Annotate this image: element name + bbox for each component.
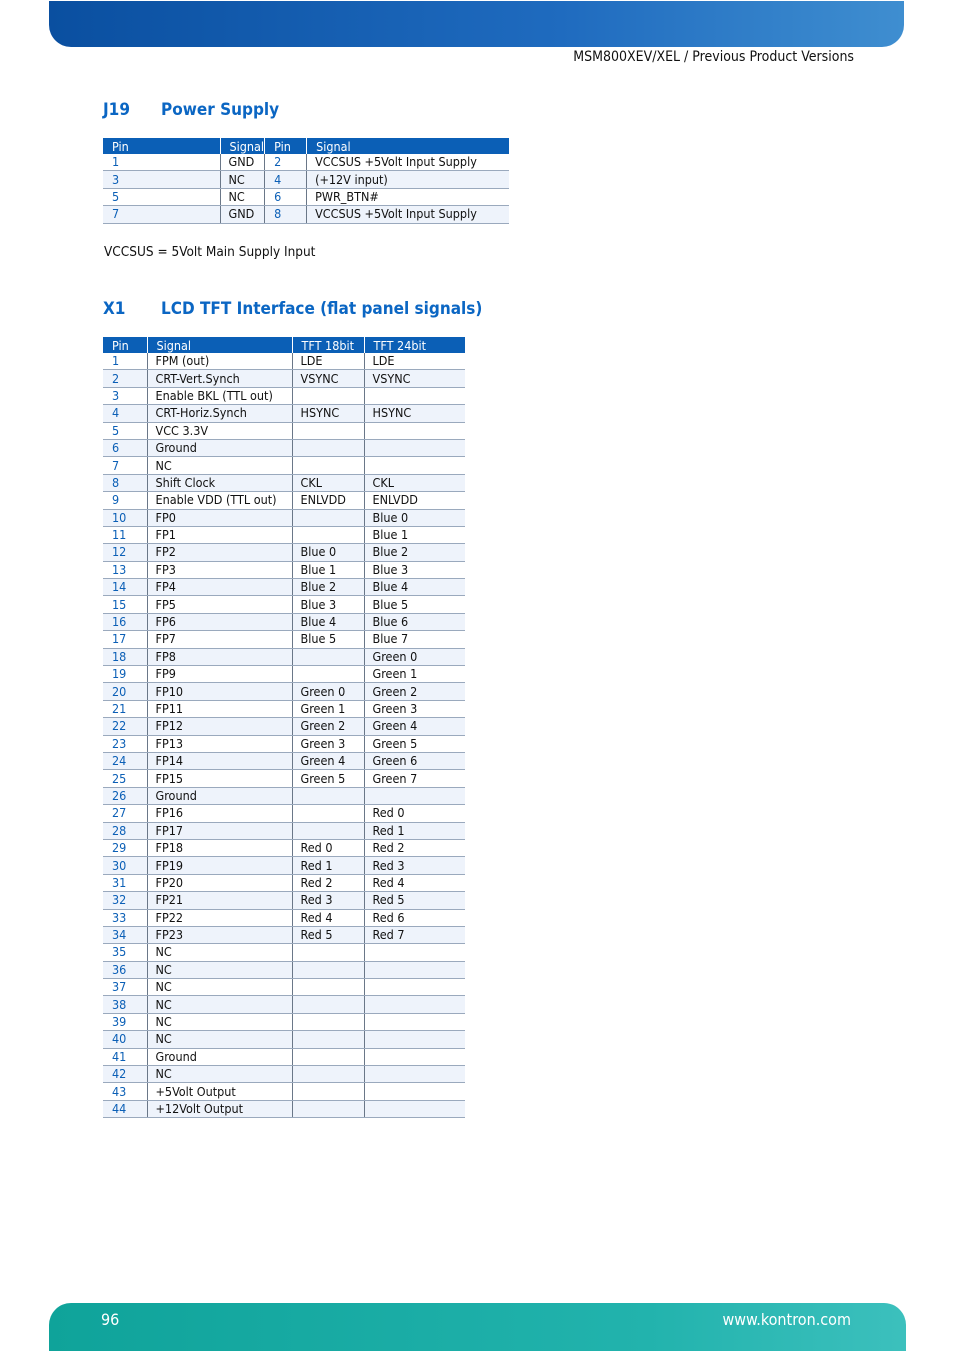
header-bar — [49, 1, 904, 47]
column-header: Signal — [307, 138, 509, 154]
signal-cell: FP9 — [147, 666, 292, 683]
pin-cell: 4 — [265, 171, 307, 188]
table-row — [103, 370, 465, 387]
table-row — [103, 422, 465, 439]
column-header: Pin — [103, 138, 220, 154]
signal-cell: Green 0 — [364, 648, 465, 665]
pin-cell: 2 — [103, 370, 147, 387]
pin-cell: 24 — [103, 752, 147, 769]
power-supply-pin-table — [103, 138, 509, 224]
signal-cell — [292, 1100, 364, 1117]
signal-cell: Red 2 — [292, 874, 364, 891]
signal-cell: Red 1 — [364, 822, 465, 839]
pin-cell: 21 — [103, 700, 147, 717]
pin-cell: 1 — [103, 154, 220, 171]
signal-cell: Enable VDD (TTL out) — [147, 492, 292, 509]
signal-cell: Blue 5 — [364, 596, 465, 613]
table-row — [103, 770, 465, 787]
document-title: MSM800XEV/XEL / Previous Product Versions — [573, 49, 854, 65]
signal-cell — [292, 822, 364, 839]
signal-cell — [364, 944, 465, 961]
signal-cell: (+12V input) — [307, 171, 509, 188]
signal-cell: NC — [147, 996, 292, 1013]
pin-cell: 3 — [103, 171, 220, 188]
pin-cell: 12 — [103, 544, 147, 561]
pin-cell: 23 — [103, 735, 147, 752]
signal-cell — [364, 1100, 465, 1117]
signal-cell: NC — [220, 188, 265, 205]
table-row — [103, 1031, 465, 1048]
table-row — [103, 154, 509, 171]
pin-cell: 1 — [103, 353, 147, 370]
table-row — [103, 596, 465, 613]
signal-cell: NC — [220, 171, 265, 188]
pin-cell: 28 — [103, 822, 147, 839]
table-row — [103, 961, 465, 978]
signal-cell: VCCSUS +5Volt Input Supply — [307, 154, 509, 171]
signal-cell — [292, 648, 364, 665]
table-row — [103, 579, 465, 596]
signal-cell: FPM (out) — [147, 353, 292, 370]
pin-cell: 41 — [103, 1048, 147, 1065]
pin-cell: 6 — [103, 439, 147, 456]
section-title: LCD TFT Interface (flat panel signals) — [161, 299, 483, 319]
column-header: Signal — [220, 138, 265, 154]
signal-cell: Blue 0 — [292, 544, 364, 561]
signal-cell: Green 3 — [292, 735, 364, 752]
signal-cell: CKL — [292, 474, 364, 491]
signal-cell — [292, 1031, 364, 1048]
signal-cell: Green 2 — [292, 718, 364, 735]
signal-cell: NC — [147, 457, 292, 474]
signal-cell: FP23 — [147, 926, 292, 943]
signal-cell — [292, 1083, 364, 1100]
signal-cell: Blue 7 — [364, 631, 465, 648]
signal-cell — [364, 1048, 465, 1065]
signal-cell — [292, 787, 364, 804]
signal-cell: VSYNC — [292, 370, 364, 387]
signal-cell: Blue 3 — [364, 561, 465, 578]
signal-cell — [364, 422, 465, 439]
column-header: TFT 24bit — [364, 337, 465, 353]
pin-cell: 7 — [103, 457, 147, 474]
signal-cell — [292, 387, 364, 404]
signal-cell — [292, 666, 364, 683]
table-row — [103, 892, 465, 909]
table-row — [103, 926, 465, 943]
signal-cell: Shift Clock — [147, 474, 292, 491]
signal-cell: Red 6 — [364, 909, 465, 926]
pin-cell: 37 — [103, 979, 147, 996]
signal-cell: Red 4 — [364, 874, 465, 891]
table-row — [103, 405, 465, 422]
signal-cell — [292, 509, 364, 526]
signal-cell: FP20 — [147, 874, 292, 891]
pin-cell: 11 — [103, 526, 147, 543]
pin-cell: 4 — [103, 405, 147, 422]
pin-cell: 17 — [103, 631, 147, 648]
pin-cell: 31 — [103, 874, 147, 891]
signal-cell: Red 4 — [292, 909, 364, 926]
signal-cell — [292, 1048, 364, 1065]
table-row — [103, 1083, 465, 1100]
pin-cell: 42 — [103, 1066, 147, 1083]
signal-cell: Red 2 — [364, 839, 465, 856]
signal-cell: FP1 — [147, 526, 292, 543]
signal-cell: Red 3 — [364, 857, 465, 874]
signal-cell: ENLVDD — [292, 492, 364, 509]
signal-cell: NC — [147, 961, 292, 978]
table-row — [103, 206, 509, 223]
signal-cell: FP22 — [147, 909, 292, 926]
pin-cell: 14 — [103, 579, 147, 596]
column-header: Pin — [265, 138, 307, 154]
table-row — [103, 439, 465, 456]
signal-cell: Blue 2 — [364, 544, 465, 561]
signal-cell — [364, 457, 465, 474]
signal-cell: Blue 1 — [364, 526, 465, 543]
table-row — [103, 874, 465, 891]
signal-cell: Blue 5 — [292, 631, 364, 648]
signal-cell: Blue 6 — [364, 613, 465, 630]
signal-cell: GND — [220, 206, 265, 223]
signal-cell: ENLVDD — [364, 492, 465, 509]
signal-cell: PWR_BTN# — [307, 188, 509, 205]
signal-cell: LDE — [364, 353, 465, 370]
signal-cell — [292, 996, 364, 1013]
signal-cell — [292, 1013, 364, 1030]
pin-cell: 43 — [103, 1083, 147, 1100]
pin-cell: 16 — [103, 613, 147, 630]
signal-cell: FP16 — [147, 805, 292, 822]
signal-cell — [292, 422, 364, 439]
table-row — [103, 857, 465, 874]
signal-cell: Ground — [147, 787, 292, 804]
signal-cell: VSYNC — [364, 370, 465, 387]
signal-cell: Blue 0 — [364, 509, 465, 526]
table-row — [103, 735, 465, 752]
signal-cell — [292, 526, 364, 543]
table-row — [103, 822, 465, 839]
pin-cell: 38 — [103, 996, 147, 1013]
signal-cell: FP11 — [147, 700, 292, 717]
signal-cell — [292, 1066, 364, 1083]
pin-cell: 9 — [103, 492, 147, 509]
signal-cell: CKL — [364, 474, 465, 491]
signal-cell: Blue 4 — [364, 579, 465, 596]
signal-cell: NC — [147, 1013, 292, 1030]
signal-cell: Green 4 — [364, 718, 465, 735]
pin-cell: 26 — [103, 787, 147, 804]
signal-cell — [364, 1013, 465, 1030]
signal-cell: GND — [220, 154, 265, 171]
signal-cell: Red 1 — [292, 857, 364, 874]
signal-cell: Green 1 — [364, 666, 465, 683]
signal-cell — [292, 979, 364, 996]
section-heading-x1 — [103, 299, 482, 319]
pin-cell: 13 — [103, 561, 147, 578]
signal-cell: Red 0 — [292, 839, 364, 856]
signal-cell — [364, 387, 465, 404]
table-row — [103, 805, 465, 822]
signal-cell — [292, 439, 364, 456]
pin-cell: 7 — [103, 206, 220, 223]
signal-cell: Green 7 — [364, 770, 465, 787]
signal-cell — [364, 787, 465, 804]
signal-cell: FP12 — [147, 718, 292, 735]
column-header: TFT 18bit — [292, 337, 364, 353]
table-row — [103, 188, 509, 205]
pin-cell: 44 — [103, 1100, 147, 1117]
signal-cell: Blue 2 — [292, 579, 364, 596]
signal-cell: LDE — [292, 353, 364, 370]
table-row — [103, 718, 465, 735]
signal-cell: Green 2 — [364, 683, 465, 700]
column-header: Pin — [103, 337, 147, 353]
section-title: Power Supply — [161, 100, 280, 120]
section-number: J19 — [103, 100, 130, 120]
pin-cell: 5 — [103, 422, 147, 439]
signal-cell: FP14 — [147, 752, 292, 769]
page-number: 96 — [101, 1310, 120, 1329]
signal-cell: Red 7 — [364, 926, 465, 943]
signal-cell: Blue 3 — [292, 596, 364, 613]
table-row — [103, 561, 465, 578]
table-row — [103, 1048, 465, 1065]
table-row — [103, 1100, 465, 1117]
signal-cell: FP3 — [147, 561, 292, 578]
section-number: X1 — [103, 299, 126, 319]
table-row — [103, 474, 465, 491]
lcd-tft-pin-table — [103, 337, 465, 1118]
signal-cell — [364, 1031, 465, 1048]
pin-cell: 22 — [103, 718, 147, 735]
signal-cell: FP10 — [147, 683, 292, 700]
signal-cell: CRT-Vert.Synch — [147, 370, 292, 387]
table-row — [103, 944, 465, 961]
table-row — [103, 666, 465, 683]
table-row — [103, 909, 465, 926]
signal-cell: CRT-Horiz.Synch — [147, 405, 292, 422]
table-row — [103, 526, 465, 543]
pin-cell: 3 — [103, 387, 147, 404]
table-row — [103, 839, 465, 856]
table-row — [103, 700, 465, 717]
pin-cell: 6 — [265, 188, 307, 205]
table-row — [103, 613, 465, 630]
signal-cell: FP13 — [147, 735, 292, 752]
table-row — [103, 996, 465, 1013]
signal-cell: FP5 — [147, 596, 292, 613]
column-header: Signal — [147, 337, 292, 353]
signal-cell: Green 5 — [292, 770, 364, 787]
table-row — [103, 1066, 465, 1083]
table-row — [103, 457, 465, 474]
signal-cell: Blue 4 — [292, 613, 364, 630]
table-row — [103, 683, 465, 700]
table-header-row — [103, 138, 509, 154]
pin-cell: 32 — [103, 892, 147, 909]
signal-cell: NC — [147, 1031, 292, 1048]
signal-cell — [292, 944, 364, 961]
table-row — [103, 492, 465, 509]
signal-cell: HSYNC — [364, 405, 465, 422]
table-row — [103, 171, 509, 188]
signal-cell: Red 3 — [292, 892, 364, 909]
pin-cell: 27 — [103, 805, 147, 822]
table-row — [103, 648, 465, 665]
signal-cell: FP4 — [147, 579, 292, 596]
signal-cell — [292, 961, 364, 978]
signal-cell: NC — [147, 979, 292, 996]
section-heading-j19 — [103, 100, 279, 120]
signal-cell: NC — [147, 1066, 292, 1083]
pin-cell: 40 — [103, 1031, 147, 1048]
signal-cell: +5Volt Output — [147, 1083, 292, 1100]
signal-cell — [292, 805, 364, 822]
table-row — [103, 353, 465, 370]
pin-cell: 34 — [103, 926, 147, 943]
signal-cell — [364, 961, 465, 978]
table-header-row — [103, 337, 465, 353]
pin-cell: 30 — [103, 857, 147, 874]
signal-cell — [364, 1066, 465, 1083]
signal-cell — [364, 439, 465, 456]
signal-cell: HSYNC — [292, 405, 364, 422]
signal-cell: Green 6 — [364, 752, 465, 769]
signal-cell: FP6 — [147, 613, 292, 630]
pin-cell: 8 — [265, 206, 307, 223]
pin-cell: 15 — [103, 596, 147, 613]
pin-cell: 36 — [103, 961, 147, 978]
pin-cell: 33 — [103, 909, 147, 926]
signal-cell: Enable BKL (TTL out) — [147, 387, 292, 404]
vccsus-note: VCCSUS = 5Volt Main Supply Input — [104, 244, 316, 260]
signal-cell: Red 0 — [364, 805, 465, 822]
pin-cell: 39 — [103, 1013, 147, 1030]
table-row — [103, 387, 465, 404]
signal-cell: Green 0 — [292, 683, 364, 700]
table-row — [103, 979, 465, 996]
signal-cell: FP2 — [147, 544, 292, 561]
signal-cell: +12Volt Output — [147, 1100, 292, 1117]
signal-cell: Blue 1 — [292, 561, 364, 578]
signal-cell: FP0 — [147, 509, 292, 526]
pin-cell: 25 — [103, 770, 147, 787]
signal-cell: NC — [147, 944, 292, 961]
table-row — [103, 509, 465, 526]
signal-cell — [292, 457, 364, 474]
pin-cell: 5 — [103, 188, 220, 205]
signal-cell: FP7 — [147, 631, 292, 648]
signal-cell — [364, 979, 465, 996]
signal-cell: Ground — [147, 1048, 292, 1065]
pin-cell: 20 — [103, 683, 147, 700]
signal-cell — [364, 996, 465, 1013]
signal-cell: Red 5 — [364, 892, 465, 909]
signal-cell: Red 5 — [292, 926, 364, 943]
signal-cell: Green 4 — [292, 752, 364, 769]
pin-cell: 18 — [103, 648, 147, 665]
pin-cell: 29 — [103, 839, 147, 856]
signal-cell: FP15 — [147, 770, 292, 787]
signal-cell: Ground — [147, 439, 292, 456]
pin-cell: 10 — [103, 509, 147, 526]
pin-cell: 19 — [103, 666, 147, 683]
pin-cell: 8 — [103, 474, 147, 491]
pin-cell: 2 — [265, 154, 307, 171]
signal-cell: FP8 — [147, 648, 292, 665]
table-row — [103, 631, 465, 648]
signal-cell: Green 5 — [364, 735, 465, 752]
signal-cell: FP18 — [147, 839, 292, 856]
pin-cell: 35 — [103, 944, 147, 961]
signal-cell — [364, 1083, 465, 1100]
signal-cell: Green 1 — [292, 700, 364, 717]
table-row — [103, 544, 465, 561]
signal-cell: FP17 — [147, 822, 292, 839]
table-row — [103, 787, 465, 804]
table-row — [103, 1013, 465, 1030]
table-row — [103, 752, 465, 769]
signal-cell: FP19 — [147, 857, 292, 874]
signal-cell: VCCSUS +5Volt Input Supply — [307, 206, 509, 223]
signal-cell: FP21 — [147, 892, 292, 909]
website-link[interactable]: www.kontron.com — [722, 1310, 851, 1329]
signal-cell: Green 3 — [364, 700, 465, 717]
signal-cell: VCC 3.3V — [147, 422, 292, 439]
